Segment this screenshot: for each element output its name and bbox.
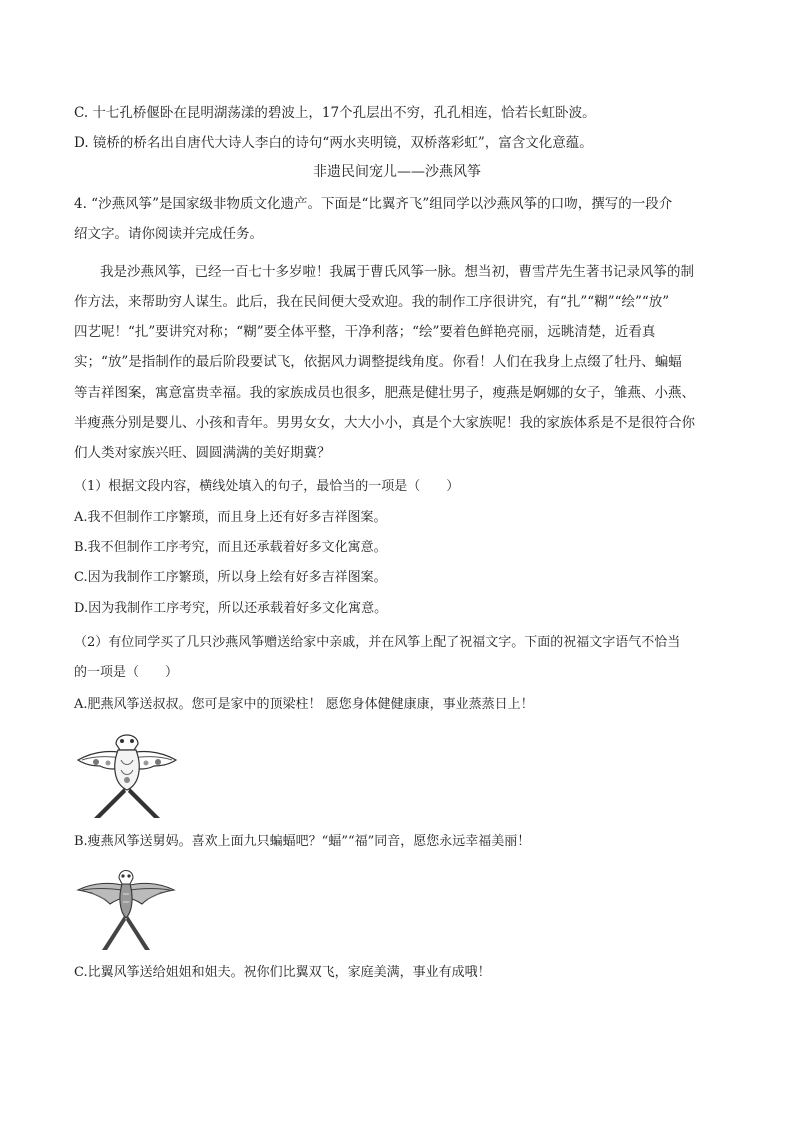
- question4-intro-line2: 绍文字。请你阅读并完成任务。: [74, 226, 263, 242]
- sub1-stem: （1）根据文段内容，横线处填入的句子，最恰当的一项是（ ）: [74, 479, 460, 494]
- thin-swallow-kite-image: [76, 866, 176, 952]
- passage-line: 四艺呢！“扎”要讲究对称；“糊”要全体平整，干净利落；“绘”要着色鲜艳亮丽，远眺清楚，近看真: [74, 324, 656, 340]
- sub1-option-b: B.我不但制作工序考究，而且还承载着好多文化寓意。: [74, 540, 387, 555]
- fat-swallow-kite-icon: [78, 735, 176, 818]
- sub2-option-a: A.肥燕风筝送叔叔。您可是家中的顶梁柱！ 愿您身体健健康康，事业蒸蒸日上！: [74, 697, 534, 712]
- fat-swallow-kite-image: [74, 726, 180, 821]
- sub1-option-c: C.因为我制作工序繁琐，所以身上绘有好多吉祥图案。: [74, 570, 387, 585]
- passage-line: 作方法，来帮助穷人谋生。此后，我在民间便大受欢迎。我的制作工序很讲究，有“扎”“糊”“绘”“放”: [74, 294, 670, 310]
- passage-line: 们人类对家族兴旺、圆圆满满的美好期冀？: [74, 445, 331, 461]
- sub2-stem-line2: 的一项是（ ）: [74, 665, 179, 680]
- sub2-option-b: B.瘦燕风筝送舅妈。喜欢上面九只蝙蝠吧？“蝠”“福”同音，愿您永远幸福美丽！: [74, 834, 531, 849]
- sub1-option-a: A.我不但制作工序繁琐，而且身上还有好多吉祥图案。: [74, 510, 387, 525]
- passage-line: 我是沙燕风筝，已经一百七十多岁啦！我属于曹氏风筝一脉。想当初，曹雪芹先生著书记录风筝的制: [100, 264, 694, 280]
- option-c-bridge: C. 十七孔桥偃卧在昆明湖荡漾的碧波上，17个孔层出不穷，孔孔相连，恰若长虹卧波。: [74, 105, 596, 121]
- passage-line: 半瘦燕分别是婴儿、小孩和青年。男男女女，大大小小，真是个大家族呢！我的家族体系是不是很符合你: [74, 415, 695, 431]
- section-title: 非遗民间宠儿——沙燕风筝: [313, 164, 481, 180]
- option-d-bridge: D. 镜桥的桥名出自唐代大诗人李白的诗句“两水夹明镜，双桥落彩虹”，富含文化意蕴。: [74, 135, 593, 151]
- thin-swallow-kite-icon: [78, 871, 174, 951]
- sub2-option-c: C.比翼风筝送给姐姐和姐夫。祝你们比翼双飞，家庭美满，事业有成哦！: [74, 965, 491, 980]
- sub2-stem-line1: （2）有位同学买了几只沙燕风筝赠送给家中亲戚，并在风筝上配了祝福文字。下面的祝福文字语气不恰当: [74, 635, 681, 650]
- question4-intro-line1: 4. “沙燕风筝”是国家级非物质文化遗产。下面是“比翼齐飞”组同学以沙燕风筝的口吻，撰写的一段介: [74, 196, 673, 212]
- passage-line: 等吉祥图案，寓意富贵幸福。我的家族成员也很多，肥燕是健壮男子，瘦燕是婀娜的女子，雏燕、小燕、: [74, 385, 695, 401]
- passage-line: 实；“放”是指制作的最后阶段要试飞，依据风力调整提线角度。你看！人们在我身上点缀了牡丹、蝙蝠: [74, 354, 682, 370]
- sub1-option-d: D.因为我制作工序考究，所以还承载着好多文化寓意。: [74, 601, 388, 616]
